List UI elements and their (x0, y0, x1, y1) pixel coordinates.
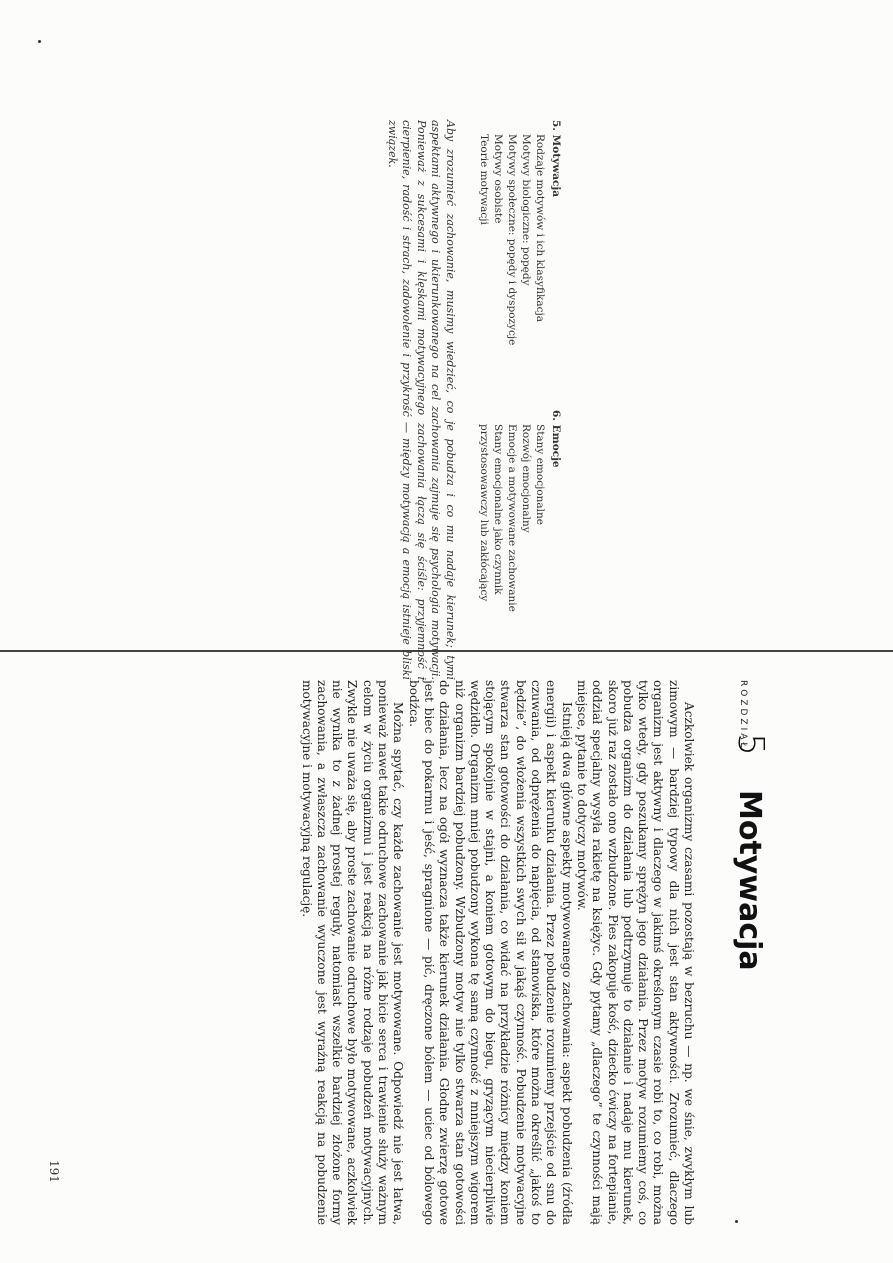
outline-section-title: 5. Motywacja (550, 120, 562, 198)
outline-item: Stany emocjonalne (534, 424, 546, 526)
outline-section-6 (477, 410, 563, 680)
chapter-label: ROZDZIAŁ (738, 680, 748, 751)
outline-item: Stany emocjonalne jako czynnik przystosowawczy lub zakłócający (478, 424, 504, 602)
outline-item: Teorie motywacji (478, 134, 490, 225)
outline-item: Motywy biologiczne: popędy (520, 134, 532, 286)
outline-section-title: 6. Emocje (550, 410, 562, 468)
outline-item: Rozwój emocjonalny (520, 424, 532, 533)
outline-item: Motywy osobiste (492, 134, 504, 224)
chapter-body (298, 680, 696, 1225)
outline-item: Motywy społeczne: popędy i dyspozycje (506, 134, 518, 346)
chapter-intro: Aby zrozumieć zachowanie, musimy wiedzieć, co je pobudza i co mu nadaje kierunek; tymi aspektami aktywnego i ukierunkowanego na cel zachowania zajmuje się psychologia motywacji. Ponieważ z sukcesami i klęskami motywacyjnego zachowania łączą się ściśle: przyjemność i cierpienie, radość i strach, zadowolenie i przykrość — między motywacją a emocją istnieje bliski związek. (386, 120, 457, 680)
body-paragraph: Aczkolwiek organizmy czasami pozostają w bezruchu — np. we śnie, zwykłym lub zimowym — bardziej typowy dla nich jest stan aktywności. Zrozumieć, dlaczego organizm jest aktywny i dlaczego w jakimś określonym czasie robi to, co robi, można tylko wtedy, gdy poszukamy sprężyn jego działania. Przez motyw rozumiemy coś, co pobudza organizm do działania lub podtrzymuje to działanie i nadaje mu kierunek, skoro już raz zostało ono wzbudzone. Pies zakopuje kość, dziecko ćwiczy na fortepianie, oddział specjalny wysyła rakietę na księżyc. Gdy pytamy „dlaczego” te czynności mają miejsce, pytanie to dotyczy motywów. (574, 680, 696, 1225)
body-paragraph: Można spytać, czy każde zachowanie jest motywowane. Odpowiedź nie jest łatwa, ponieważ nawet takie odruchowe zachowanie jak bicie serca i trawienie służy ważnym celom w życiu organizmu i jest reakcją na różne rodzaje pobudzeń motywacyjnych. Zwykle nie uważa się, aby proste zachowanie odruchowe było motywowane, aczkolwiek nie wynika to z żadnej prostej reguły, natomiast wszelkie bardziej złożone formy zachowania, a zwłaszcza zachowanie wyuczone jest wyraźną reakcją na pobudzenie motywacyjne i motywacyjną regulację. (299, 680, 406, 1225)
outline-item: Rodzaje motywów i ich klasyfikacja (534, 134, 546, 322)
outline-item: Emocje a motywowane zachowanie (506, 424, 518, 612)
chapter-title: Motywacja (732, 790, 767, 971)
page-number: 191 (47, 1160, 61, 1183)
chapter-number: 5 (730, 733, 771, 756)
body-paragraph: Istnieją dwa główne aspekty motywowanego zachowania: aspekt pobudzenia (źródła energii) i aspekt kierunku działania. Przez pobudzenie rozumiemy przejście od snu do czuwania, od odprężenia do napięcia, od stanowiska, które można określić „jakoś to będzie”, do włożenia wszystkich swych sił w jakąś czynność. Pobudzenie motywacyjne stwarza stan gotowości do działania, co widać na przykładzie różnicy między koniem stojącym spokojnie w stajni, a koniem gotowym do biegu, gryzącym niecierpliwie wędzidło. Organizm mniej pobudzony wykona tę samą czynność z mniejszym wigorem niż organizm bardziej pobudzony. Wzbudzony motyw nie tylko stwarza stan gotowości do działania, lecz na ogół wyznacza także kierunek działania. Głodne zwierzę gotowe jest biec do pokarmu i jeść, spragnione — pić, dręczone bólem — uciec od bólowego bodźca. (406, 680, 574, 1225)
outline-section-5 (477, 120, 563, 390)
